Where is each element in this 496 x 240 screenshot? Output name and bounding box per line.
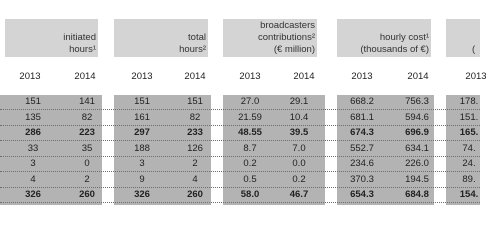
table-cell: 684.8 — [405, 189, 429, 200]
table-cell: 2 — [84, 173, 90, 185]
table-cell: 681.1 — [350, 111, 374, 123]
table-cell: 165. — [459, 127, 479, 138]
table-cell: 0.2 — [292, 173, 306, 185]
year-header: 2014 — [184, 71, 206, 82]
table-cell: 326 — [25, 189, 41, 200]
table-cell: 3 — [139, 158, 145, 169]
table-cell: 0.0 — [292, 158, 306, 169]
table-cell: 326 — [134, 189, 150, 200]
table-row — [0, 95, 480, 110]
column-header-hourly-cost — [337, 19, 431, 57]
table-cell: 8.7 — [243, 142, 257, 154]
table-cell: 370.3 — [350, 173, 374, 185]
table-cell: 89. — [462, 173, 476, 185]
table-cell: 260 — [79, 189, 95, 200]
table-cell: 33 — [27, 142, 39, 154]
table-cell: 82 — [189, 111, 201, 123]
header-line: hourly cost¹ — [379, 32, 429, 43]
header-line: hours¹ — [69, 44, 96, 55]
column-header-initiated-hours — [5, 19, 98, 57]
table-cell: 4 — [30, 173, 36, 185]
header-line: ( — [472, 44, 476, 55]
table-cell: 297 — [134, 127, 150, 138]
header-line: hours² — [179, 44, 206, 55]
table-cell: 594.6 — [405, 111, 429, 123]
table-cell: 7.0 — [292, 142, 306, 154]
table-cell: 668.2 — [350, 96, 374, 107]
table-cell: 194.5 — [405, 173, 429, 185]
table-cell: 0 — [84, 158, 90, 169]
year-header: 2013 — [19, 71, 41, 82]
table-cell: 234.6 — [350, 158, 374, 169]
table-cell: 756.3 — [405, 96, 429, 107]
table-cell: 2 — [192, 158, 198, 169]
table-row — [0, 142, 480, 157]
header-line: initiated — [63, 32, 96, 43]
year-header: 2013 — [351, 71, 373, 82]
header-line: contributions² — [257, 32, 315, 43]
table-cell: 233 — [187, 127, 203, 138]
table-cell: 39.5 — [289, 127, 309, 138]
header-line: (€ million) — [273, 44, 315, 55]
table-cell: 126 — [187, 142, 203, 154]
row-divider — [0, 202, 480, 203]
table-row — [0, 111, 480, 126]
table-cell: 24. — [462, 158, 476, 169]
table-cell: 552.7 — [350, 142, 374, 154]
table-cell: 46.7 — [289, 189, 309, 200]
table-cell: 0.5 — [243, 173, 257, 185]
table-cell: 27.0 — [240, 96, 260, 107]
table-row — [0, 173, 480, 188]
table-cell: 58.0 — [240, 189, 260, 200]
table-cell: 696.9 — [405, 127, 429, 138]
table-cell: 286 — [25, 127, 41, 138]
table-row — [0, 126, 480, 141]
table-cell: 82 — [81, 111, 93, 123]
table-cell: 178. — [459, 96, 479, 107]
table-row — [0, 188, 480, 203]
table-row — [0, 157, 480, 172]
year-header: 2013 — [465, 71, 487, 82]
table-cell: 654.3 — [350, 189, 374, 200]
column-header-truncated — [446, 19, 480, 57]
table-cell: 35 — [81, 142, 93, 154]
table-cell: 151 — [187, 96, 203, 107]
table-cell: 154. — [459, 189, 479, 200]
table-cell: 151 — [134, 96, 150, 107]
table-cell: 21.59 — [238, 111, 262, 123]
header-line: total — [188, 32, 206, 43]
table-cell: 74. — [462, 142, 476, 154]
year-header: 2013 — [239, 71, 261, 82]
column-header-broadcasters-contributions — [223, 19, 317, 57]
table-cell: 4 — [192, 173, 198, 185]
table-cell: 0.2 — [243, 158, 257, 169]
table-cell: 674.3 — [350, 127, 374, 138]
year-header: 2013 — [131, 71, 153, 82]
table-cell: 151. — [459, 111, 479, 123]
table-cell: 151 — [25, 96, 41, 107]
table-cell: 135 — [25, 111, 41, 123]
table-cell: 10.4 — [289, 111, 309, 123]
table-cell: 161 — [134, 111, 150, 123]
year-header: 2014 — [407, 71, 429, 82]
table-cell: 226.0 — [405, 158, 429, 169]
header-line: broadcasters — [260, 20, 315, 31]
table-cell: 260 — [187, 189, 203, 200]
table-cell: 48.55 — [238, 127, 262, 138]
table-cell: 141 — [79, 96, 95, 107]
year-header: 2014 — [74, 71, 96, 82]
header-line: (thousands of €) — [360, 44, 429, 55]
column-header-total-hours — [114, 19, 208, 57]
table-cell: 223 — [79, 127, 95, 138]
table-cell: 634.1 — [405, 142, 429, 154]
table-cell: 3 — [30, 158, 36, 169]
table-cell: 9 — [139, 173, 145, 185]
year-header: 2014 — [293, 71, 315, 82]
table-cell: 29.1 — [289, 96, 309, 107]
table-cell: 188 — [134, 142, 150, 154]
